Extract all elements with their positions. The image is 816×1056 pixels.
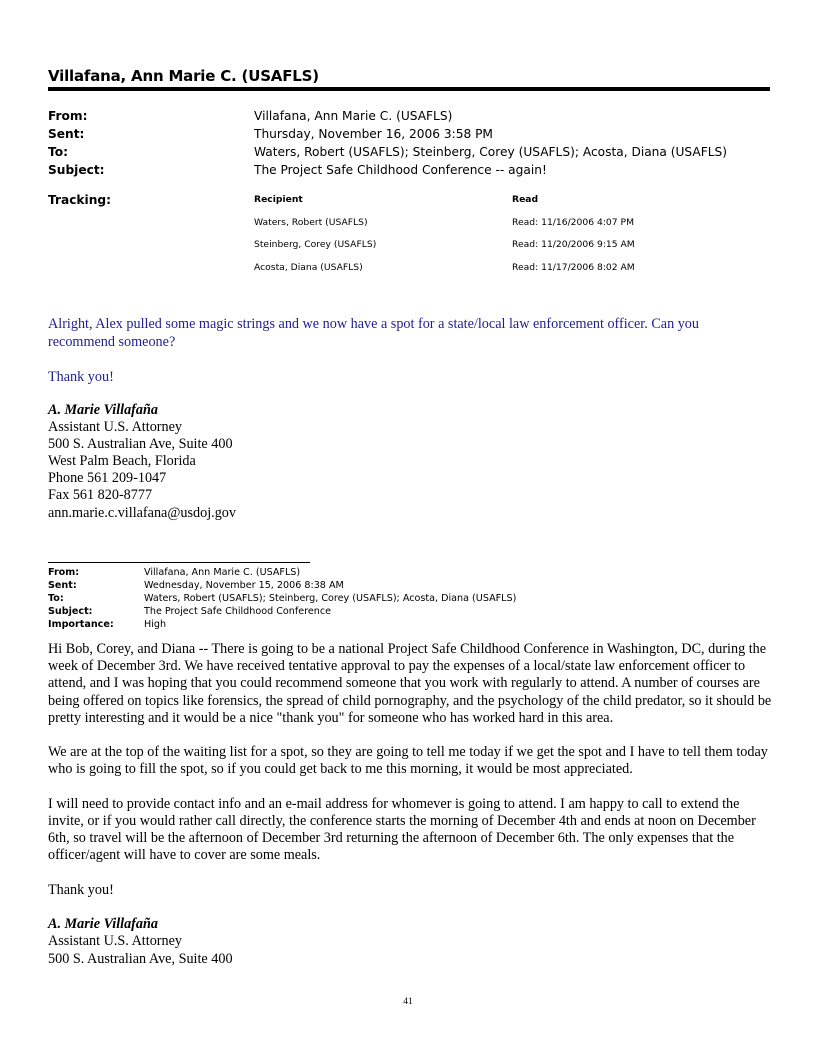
read-cell: Read: 11/17/2006 8:02 AM	[512, 261, 635, 273]
signature-address-line1: 500 S. Australian Ave, Suite 400	[48, 950, 233, 967]
to-label: To:	[48, 145, 68, 159]
fwd-subject-value: The Project Safe Childhood Conference	[144, 606, 332, 617]
body-closing: Thank you!	[48, 881, 114, 898]
fwd-subject-label: Subject:	[48, 606, 93, 617]
title-divider	[48, 87, 770, 91]
body-paragraph: I will need to provide contact info and an e-mail address for whomever is going to attend. I am happy to call to extend the invite, or if you would rather call directly, the conference starts the morning of December 4th and ends at noon on December 6th, so travel will be the afternoon of December 3rd returning the afternoon of December 6th. The only expenses that the officer/agent will have to cover are some meals.	[48, 795, 756, 864]
signature-email[interactable]: ann.marie.c.villafana@usdoj.gov	[48, 504, 236, 521]
fwd-sent-label: Sent:	[48, 580, 77, 591]
fwd-from-label: From:	[48, 567, 80, 578]
fwd-to-value: Waters, Robert (USAFLS); Steinberg, Corey (USAFLS); Acosta, Diana (USAFLS)	[144, 593, 517, 604]
forwarded-divider	[48, 562, 310, 563]
page-number: 41	[403, 997, 413, 1007]
fwd-to-label: To:	[48, 593, 64, 604]
read-cell: Read: 11/16/2006 4:07 PM	[512, 216, 634, 228]
message-body	[48, 316, 768, 386]
fwd-from-row	[48, 566, 516, 579]
forwarded-header	[48, 566, 516, 631]
fwd-subject-row	[48, 605, 516, 618]
sent-label: Sent:	[48, 127, 85, 141]
read-cell: Read: 11/20/2006 9:15 AM	[512, 239, 635, 250]
recipient-cell: Acosta, Diana (USAFLS)	[254, 261, 363, 273]
from-label: From:	[48, 109, 88, 123]
fwd-sent-value: Wednesday, November 15, 2006 8:38 AM	[144, 580, 344, 591]
fwd-importance-row	[48, 618, 516, 631]
signature-title: Assistant U.S. Attorney	[48, 419, 182, 436]
body-paragraph: Alright, Alex pulled some magic strings and we now have a spot for a state/local law enforcement officer. Can you recommend someone?	[48, 316, 699, 350]
forwarded-message-body	[48, 641, 773, 968]
page-title: Villafana, Ann Marie C. (USAFLS)	[48, 67, 319, 85]
table-row	[254, 216, 712, 239]
tracking-label: Tracking:	[48, 193, 111, 207]
body-closing: Thank you!	[48, 368, 114, 385]
signature-block	[48, 402, 236, 522]
header-sent-row	[48, 125, 770, 143]
signature-name: A. Marie Villafaña	[48, 402, 158, 418]
fwd-importance-label: Importance:	[48, 619, 114, 630]
subject-label: Subject:	[48, 163, 105, 177]
recipient-cell: Steinberg, Corey (USAFLS)	[254, 239, 377, 250]
body-paragraph: Hi Bob, Corey, and Diana -- There is going to be a national Project Safe Childhood Conference in Washington, DC, during the week of December 3rd. We have received tentative approval to pay the expenses of a local/state law enforcement officer to attend, and I was hoping that you could recommend someone that you work with regularly to attend. A number of courses are being offered on topics like forensics, the spread of child pornography, and the psychology of the child predator, so it should be pretty interesting and it would be a nice "thank you" for someone who has worked hard in this area.	[48, 641, 772, 726]
sent-value: Thursday, November 16, 2006 3:58 PM	[254, 127, 493, 141]
subject-value: The Project Safe Childhood Conference -- again!	[254, 163, 547, 177]
fwd-from-value: Villafana, Ann Marie C. (USAFLS)	[144, 567, 301, 578]
signature-title: Assistant U.S. Attorney	[48, 933, 182, 950]
fwd-to-row	[48, 592, 516, 605]
read-column-header: Read	[512, 194, 539, 205]
header-subject-row	[48, 161, 770, 179]
recipient-column-header: Recipient	[254, 194, 303, 205]
to-value: Waters, Robert (USAFLS); Steinberg, Corey (USAFLS); Acosta, Diana (USAFLS)	[254, 145, 728, 159]
table-row	[254, 238, 712, 261]
body-paragraph: We are at the top of the waiting list for a spot, so they are going to tell me today if we get the spot and I have to tell them today who is going to fill the spot, so if you could get back to me this morning, it would be most appreciated.	[48, 744, 768, 778]
signature-address-line2: West Palm Beach, Florida	[48, 453, 196, 470]
signature-phone: Phone 561 209-1047	[48, 470, 167, 487]
tracking-table	[254, 193, 712, 283]
table-row	[254, 261, 712, 284]
tracking-header-row	[254, 193, 712, 216]
fwd-importance-value: High	[144, 619, 167, 630]
recipient-cell: Waters, Robert (USAFLS)	[254, 216, 368, 228]
signature-fax: Fax 561 820-8777	[48, 487, 153, 504]
email-header	[48, 107, 770, 179]
from-value: Villafana, Ann Marie C. (USAFLS)	[254, 109, 453, 123]
fwd-sent-row	[48, 579, 516, 592]
signature-name: A. Marie Villafaña	[48, 916, 158, 933]
header-to-row	[48, 143, 770, 161]
signature-address-line1: 500 S. Australian Ave, Suite 400	[48, 436, 233, 453]
header-from-row	[48, 107, 770, 125]
